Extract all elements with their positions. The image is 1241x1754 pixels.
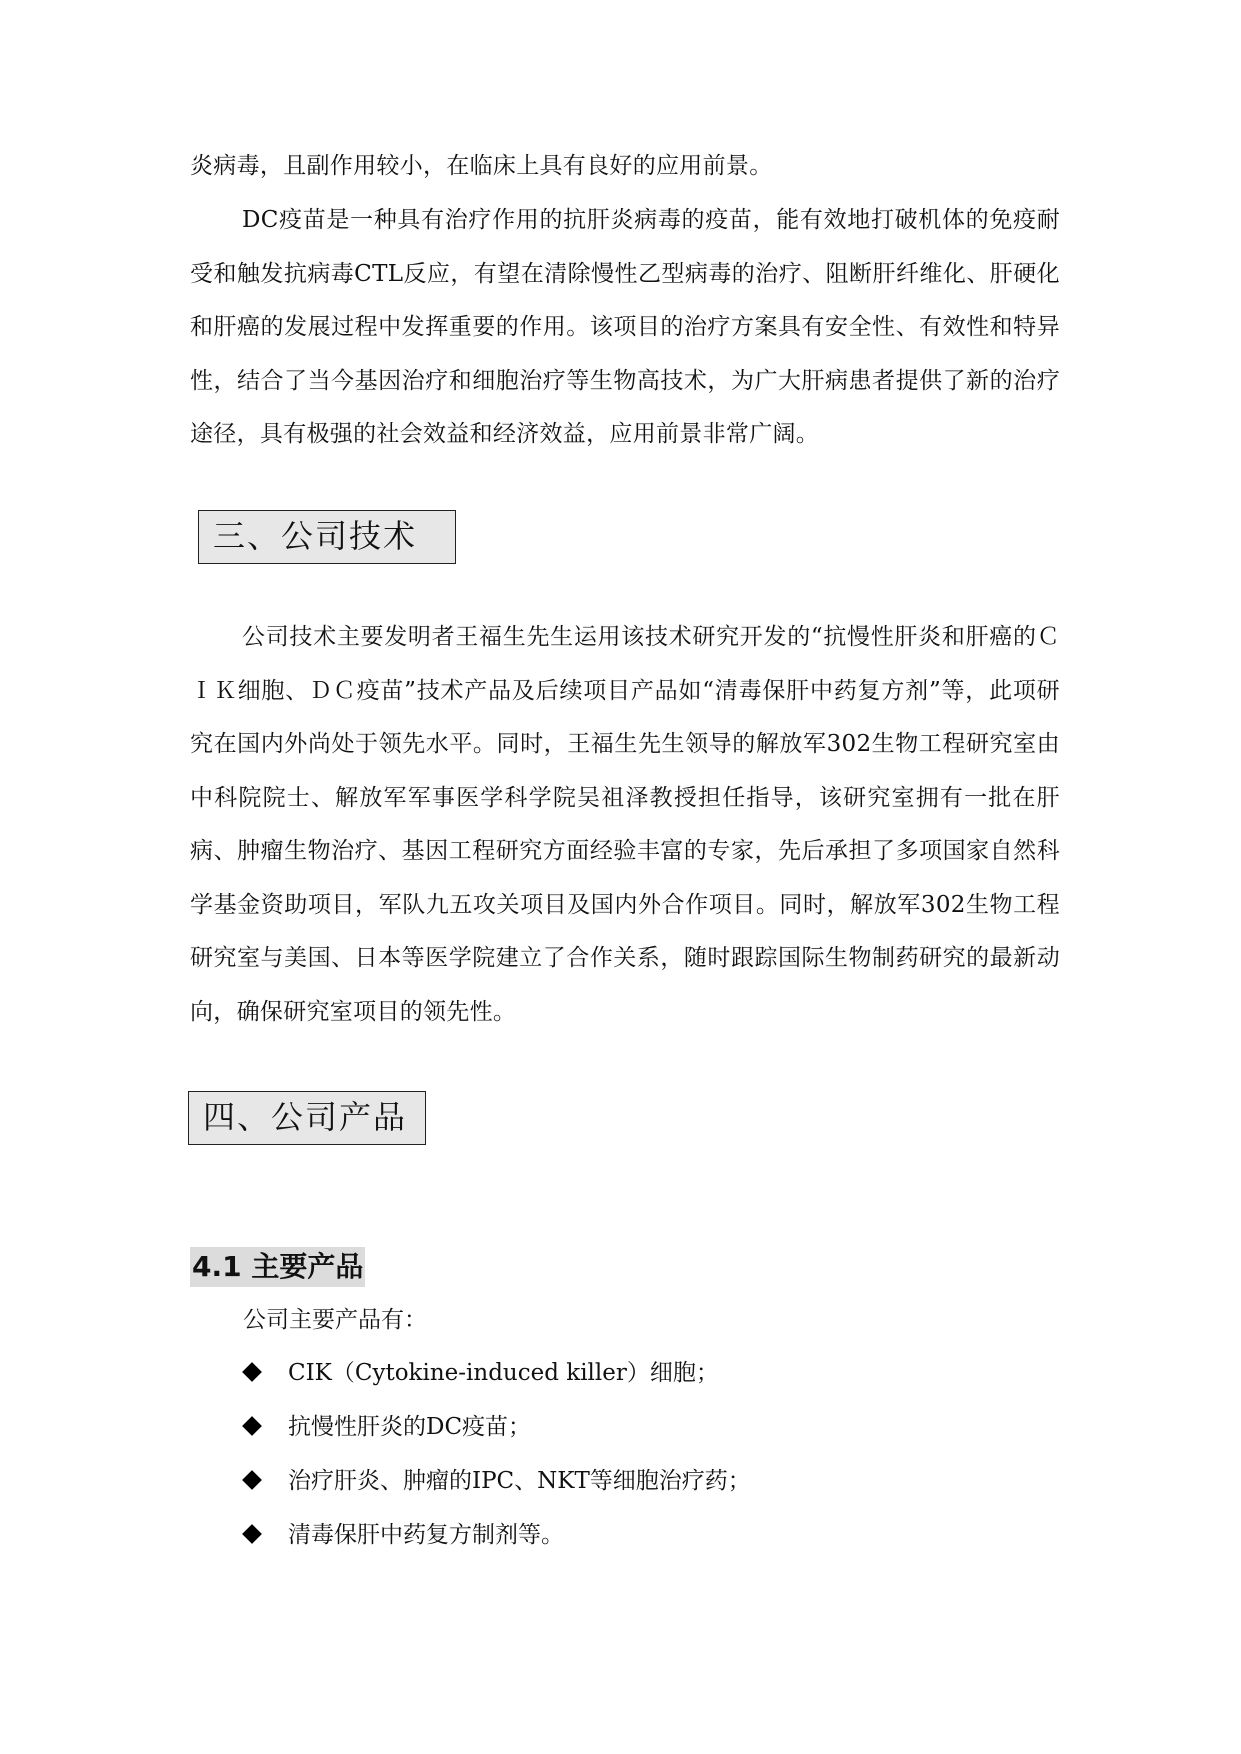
list-item xyxy=(245,1517,751,1571)
list-item-text: CIK（Cytokine-induced killer）细胞； xyxy=(288,1360,719,1386)
list-item xyxy=(245,1409,751,1463)
paragraph-technology: 公司技术主要发明者王福生先生运用该技术研究开发的“抗慢性肝炎和肝癌的ＣＩＫ细胞、ＤＣ疫苗”技术产品及后续项目产品如“清毒保肝中药复方剂”等，此项研究在国内外尚处于领先水平。同时，王福生先生领导的解放军302生物工程研究室由中科院院士、解放军军事医学科学院吴祖泽教授担任指导，该研究室拥有一批在肝病、肿瘤生物治疗、基因工程研究方面经验丰富的专家，先后承担了多项国家自然科学基金资助项目，军队九五攻关项目及国内外合作项目。同时，解放军302生物工程研究室与美国、日本等医学院建立了合作关系，随时跟踪国际生物制药研究的最新动向，确保研究室项目的领先性。 xyxy=(190,624,1060,1025)
list-item-text: 治疗肝炎、肿瘤的IPC、NKT等细胞治疗药； xyxy=(288,1468,751,1494)
subsection-heading-main-products: 4.1 主要产品 xyxy=(190,1247,365,1287)
list-item xyxy=(245,1355,751,1409)
list-item-text: 抗慢性肝炎的DC疫苗； xyxy=(288,1414,532,1440)
list-item xyxy=(245,1463,751,1517)
diamond-bullet-icon xyxy=(242,1524,262,1544)
paragraph-continuation: 炎病毒，且副作用较小，在临床上具有良好的应用前景。 xyxy=(190,153,773,179)
product-list xyxy=(245,1355,751,1571)
paragraph-dc-vaccine: DC疫苗是一种具有治疗作用的抗肝炎病毒的疫苗，能有效地打破机体的免疫耐受和触发抗病毒CTL反应，有望在清除慢性乙型病毒的治疗、阻断肝纤维化、肝硬化和肝癌的发展过程中发挥重要的作用。该项目的治疗方案具有安全性、有效性和特异性，结合了当今基因治疗和细胞治疗等生物高技术，为广大肝病患者提供了新的治疗途径，具有极强的社会效益和经济效益，应用前景非常广阔。 xyxy=(190,207,1060,447)
diamond-bullet-icon xyxy=(242,1470,262,1490)
list-item-text: 清毒保肝中药复方制剂等。 xyxy=(288,1522,564,1548)
products-intro: 公司主要产品有： xyxy=(243,1307,427,1333)
diamond-bullet-icon xyxy=(242,1362,262,1382)
diamond-bullet-icon xyxy=(242,1416,262,1436)
section-heading-technology: 三、公司技术 xyxy=(198,510,456,564)
section-heading-products: 四、公司产品 xyxy=(188,1091,426,1145)
